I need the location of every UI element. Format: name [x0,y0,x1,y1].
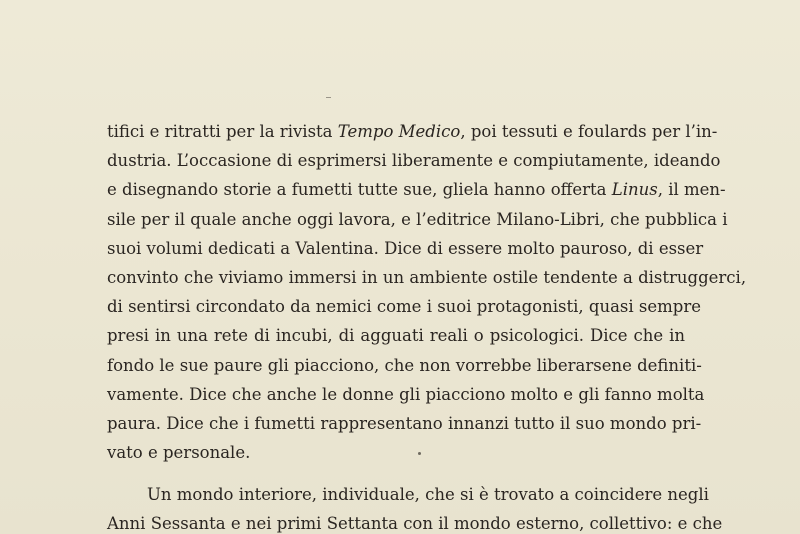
text-run: vamente. Dice che anche le donne gli piacciono molto e gli fanno molta [107,384,705,404]
text-line [107,438,685,467]
text-line [107,480,709,509]
text-line [107,351,702,380]
text-run: Anni Sessanta e nei primi Settanta con il mondo esterno, collettivo: e che [107,514,723,534]
italic-title: Linus [611,180,658,200]
text-run: e disegnando storie a fumetti tutte sue, gliela hanno offerta [107,180,612,200]
text-run: dustria. L’occasione di esprimersi liberamente e compiutamente, ideando [107,151,721,171]
text-line [107,117,718,146]
text-run: suoi volumi dedicati a Valentina. Dice di essere molto pauroso, di esser [107,238,704,258]
text-line [107,263,747,292]
text-run: sile per il quale anche oggi lavora, e l’editrice Milano-Libri, che pubblica i [107,209,728,229]
text-run: Un mondo interiore, individuale, che si è trovato a coincidere negli [147,485,709,504]
text-run: presi in una rete di incubi, di agguati reali o psicologici. Dice che in [107,326,685,346]
text-run: convinto che viviamo immersi in un ambiente ostile tendente a distruggerci, [107,267,747,287]
text-line [107,409,702,438]
text-run: vato e personale. [107,443,251,463]
text-run: tifici e ritratti per la rivista [107,122,338,141]
text-run: di sentirsi circondato da nemici come i suoi protagonisti, quasi sempre [107,297,701,317]
text-line [107,175,726,204]
paragraph-2 [107,480,723,534]
text-run: , poi tessuti e foulards per l’in- [460,122,718,141]
paragraph-1 [107,117,747,467]
text-line [107,146,721,175]
text-line [107,292,701,321]
text-line [107,234,704,263]
text-run: fondo le sue paure gli piacciono, che non vorrebbe liberarsene definiti- [107,355,702,375]
text-run: , il men- [657,180,726,200]
text-line [107,205,728,234]
text-line [107,321,685,350]
text-run: paura. Dice che i fumetti rappresentano innanzi tutto il suo mondo pri- [107,413,702,433]
text-line [107,380,705,409]
page-speck [326,97,331,98]
italic-title: Tempo Medico [337,122,461,141]
page-speck [418,452,421,455]
text-line [107,509,723,534]
